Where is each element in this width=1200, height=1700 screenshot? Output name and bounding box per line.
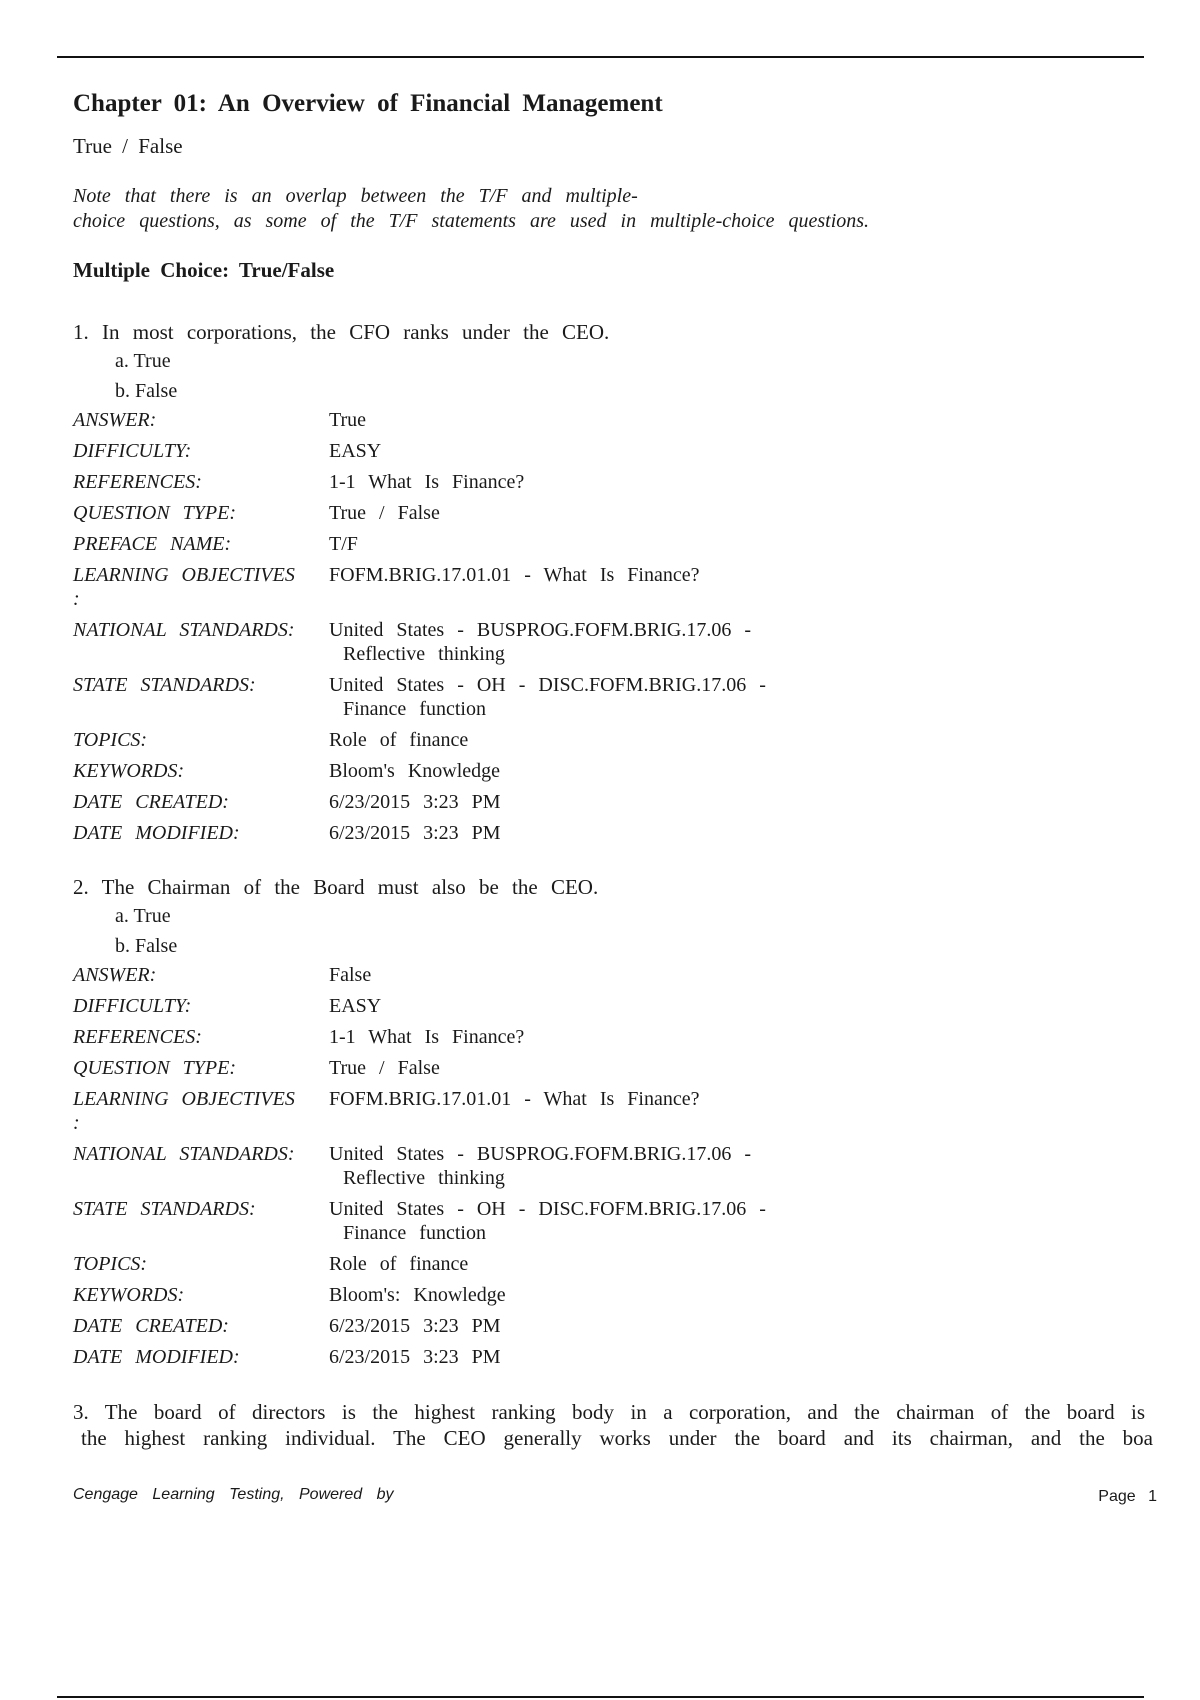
metadata-label	[73, 563, 329, 611]
metadata-label	[73, 728, 329, 752]
metadata-value-text: 6/23/2015 3:23 PM	[329, 1315, 501, 1337]
metadata-value	[329, 1056, 829, 1080]
answer-option: b. False	[115, 380, 178, 402]
metadata-row	[73, 1142, 1153, 1190]
metadata-value	[329, 1252, 829, 1276]
metadata-value	[329, 439, 829, 463]
metadata-row	[73, 532, 1153, 556]
metadata-value-continuation: Reflective thinking	[343, 1167, 505, 1189]
metadata-value-text: False	[329, 964, 372, 986]
metadata-value	[329, 963, 829, 987]
metadata-value-text: EASY	[329, 995, 382, 1017]
metadata-label	[73, 673, 329, 721]
metadata-label-text: KEYWORDS:	[73, 1284, 185, 1306]
metadata-label	[73, 759, 329, 783]
metadata-value-text: Role of finance	[329, 1253, 469, 1275]
metadata-row	[73, 994, 1153, 1018]
metadata-label	[73, 821, 329, 845]
metadata-value-text: T/F	[329, 533, 358, 555]
question-1	[73, 318, 1153, 845]
page-content	[73, 86, 1153, 1451]
metadata-value	[329, 673, 829, 721]
metadata-label-text: NATIONAL STANDARDS:	[73, 1143, 295, 1165]
metadata-value	[329, 821, 829, 845]
metadata-value-text: True / False	[329, 502, 440, 524]
metadata-value-text: FOFM.BRIG.17.01.01 - What Is Finance?	[329, 1088, 700, 1110]
metadata-value-continuation: Reflective thinking	[343, 643, 505, 665]
metadata-label	[73, 1025, 329, 1049]
metadata-value	[329, 563, 829, 611]
metadata-value	[329, 618, 829, 666]
metadata-label-text: STATE STANDARDS:	[73, 1198, 256, 1220]
answer-option: b. False	[115, 935, 178, 957]
question-3-line-2: the highest ranking individual. The CEO generally works under the board and its chairman, and the boa	[81, 1426, 1153, 1450]
metadata-row	[73, 408, 1153, 432]
metadata-value	[329, 1025, 829, 1049]
section-heading: Multiple Choice: True/False	[73, 258, 335, 282]
metadata-label-text: QUESTION TYPE:	[73, 1057, 237, 1079]
metadata-value-text: 6/23/2015 3:23 PM	[329, 791, 501, 813]
question-list	[73, 318, 1153, 1369]
metadata-value	[329, 1283, 829, 1307]
metadata-label	[73, 790, 329, 814]
metadata-label	[73, 1345, 329, 1369]
metadata-label-text: DATE MODIFIED:	[73, 1346, 240, 1368]
metadata-label	[73, 1056, 329, 1080]
metadata-value	[329, 728, 829, 752]
metadata-row	[73, 759, 1153, 783]
metadata-label	[73, 470, 329, 494]
metadata-value-text: 6/23/2015 3:23 PM	[329, 822, 501, 844]
question-3-line-1: 3. The board of directors is the highest ranking body in a corporation, and the chairman of the board is	[73, 1400, 1145, 1424]
metadata-value-text: True	[329, 409, 367, 431]
metadata-label	[73, 1283, 329, 1307]
metadata-value	[329, 759, 829, 783]
chapter-title: Chapter 01: An Overview of Financial Management	[73, 90, 663, 117]
metadata-label-text: QUESTION TYPE:	[73, 502, 237, 524]
metadata-row	[73, 790, 1153, 814]
metadata-label-text: PREFACE NAME:	[73, 533, 232, 555]
metadata-row	[73, 1197, 1153, 1245]
metadata-label	[73, 994, 329, 1018]
metadata-row	[73, 501, 1153, 525]
metadata-label	[73, 618, 329, 666]
metadata-value	[329, 408, 829, 432]
question-metadata	[73, 963, 1153, 1369]
metadata-label-text: TOPICS:	[73, 729, 148, 751]
metadata-value-text: Role of finance	[329, 729, 469, 751]
metadata-value	[329, 790, 829, 814]
metadata-row	[73, 963, 1153, 987]
metadata-row	[73, 1314, 1153, 1338]
metadata-label	[73, 408, 329, 432]
metadata-value-text: United States - BUSPROG.FOFM.BRIG.17.06 -	[329, 1143, 752, 1165]
metadata-value-continuation: Finance function	[343, 1222, 486, 1244]
metadata-value-text: 6/23/2015 3:23 PM	[329, 1346, 501, 1368]
question-stem: 1. In most corporations, the CFO ranks under the CEO.	[73, 320, 610, 344]
metadata-row	[73, 563, 1153, 611]
metadata-label	[73, 1252, 329, 1276]
note-line-1: Note that there is an overlap between the T/F and multiple-	[73, 185, 638, 207]
metadata-label-text: LEARNING OBJECTIVES	[73, 1088, 295, 1110]
metadata-label	[73, 1142, 329, 1190]
metadata-label	[73, 501, 329, 525]
metadata-row	[73, 470, 1153, 494]
footer-page-number: Page 1	[1098, 1488, 1157, 1505]
question-type-heading: True / False	[73, 134, 183, 158]
metadata-label-text: ANSWER:	[73, 964, 157, 986]
metadata-row	[73, 439, 1153, 463]
metadata-label-text: REFERENCES:	[73, 1026, 202, 1048]
metadata-label-text: TOPICS:	[73, 1253, 148, 1275]
metadata-label-text: DATE CREATED:	[73, 1315, 229, 1337]
question-2	[73, 873, 1153, 1369]
question-3-stem	[73, 1399, 1153, 1451]
footer-publisher: Cengage Learning Testing, Powered by	[73, 1486, 394, 1503]
metadata-row	[73, 1345, 1153, 1369]
metadata-label-continuation: :	[73, 1112, 80, 1134]
metadata-value-text: Bloom's Knowledge	[329, 760, 501, 782]
question-metadata	[73, 408, 1153, 845]
metadata-value-text: United States - OH - DISC.FOFM.BRIG.17.06 -	[329, 1198, 766, 1220]
metadata-value-text: United States - BUSPROG.FOFM.BRIG.17.06 -	[329, 619, 752, 641]
metadata-row	[73, 821, 1153, 845]
metadata-label-text: ANSWER:	[73, 409, 157, 431]
metadata-label	[73, 1197, 329, 1245]
metadata-value	[329, 1314, 829, 1338]
metadata-label	[73, 1314, 329, 1338]
note-line-2: choice questions, as some of the T/F statements are used in multiple-choice questions.	[73, 210, 870, 232]
metadata-value-text: FOFM.BRIG.17.01.01 - What Is Finance?	[329, 564, 700, 586]
metadata-value	[329, 1087, 829, 1135]
metadata-label-text: DIFFICULTY:	[73, 440, 192, 462]
metadata-row	[73, 728, 1153, 752]
metadata-value	[329, 470, 829, 494]
metadata-value	[329, 501, 829, 525]
metadata-row	[73, 618, 1153, 666]
overlap-note	[73, 184, 1033, 234]
metadata-row	[73, 1025, 1153, 1049]
answer-option: a. True	[115, 350, 171, 372]
metadata-label	[73, 1087, 329, 1135]
metadata-label-continuation: :	[73, 588, 80, 610]
metadata-value-text: Bloom's: Knowledge	[329, 1284, 506, 1306]
top-rule	[57, 56, 1144, 58]
metadata-value	[329, 1197, 829, 1245]
metadata-label	[73, 532, 329, 556]
metadata-row	[73, 673, 1153, 721]
metadata-value	[329, 532, 829, 556]
metadata-value-text: True / False	[329, 1057, 440, 1079]
metadata-row	[73, 1283, 1153, 1307]
metadata-label	[73, 963, 329, 987]
metadata-value-text: 1-1 What Is Finance?	[329, 1026, 525, 1048]
metadata-label-text: DIFFICULTY:	[73, 995, 192, 1017]
metadata-label-text: LEARNING OBJECTIVES	[73, 564, 295, 586]
answer-option: a. True	[115, 905, 171, 927]
bottom-rule	[57, 1696, 1144, 1698]
metadata-value-text: 1-1 What Is Finance?	[329, 471, 525, 493]
metadata-value	[329, 994, 829, 1018]
metadata-value	[329, 1345, 829, 1369]
metadata-label-text: KEYWORDS:	[73, 760, 185, 782]
metadata-value	[329, 1142, 829, 1190]
metadata-row	[73, 1087, 1153, 1135]
metadata-row	[73, 1056, 1153, 1080]
metadata-label-text: REFERENCES:	[73, 471, 202, 493]
question-3	[73, 1399, 1153, 1451]
metadata-label-text: DATE MODIFIED:	[73, 822, 240, 844]
question-stem: 2. The Chairman of the Board must also be the CEO.	[73, 875, 599, 899]
metadata-value-continuation: Finance function	[343, 698, 486, 720]
metadata-value-text: United States - OH - DISC.FOFM.BRIG.17.06 -	[329, 674, 766, 696]
metadata-label-text: DATE CREATED:	[73, 791, 229, 813]
metadata-label-text: STATE STANDARDS:	[73, 674, 256, 696]
metadata-label	[73, 439, 329, 463]
metadata-row	[73, 1252, 1153, 1276]
metadata-value-text: EASY	[329, 440, 382, 462]
metadata-label-text: NATIONAL STANDARDS:	[73, 619, 295, 641]
